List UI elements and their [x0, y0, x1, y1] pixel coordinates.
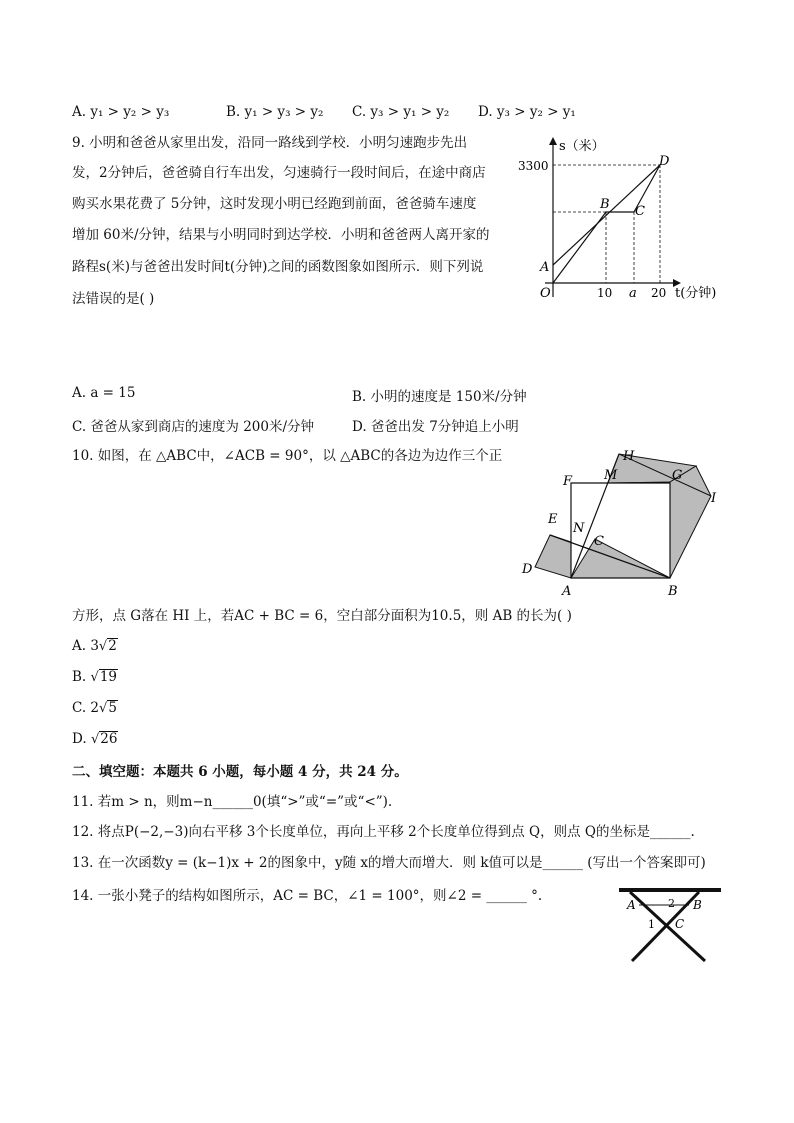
q10-squares-figure [515, 445, 730, 605]
label-i: I [711, 491, 717, 506]
q10-option-b: B. √19 [72, 669, 117, 685]
q9-line: 法错误的是( ) [72, 291, 155, 307]
q12-text: 12. 将点P(−2,−3)向右平移 3个长度单位，再向上平移 2个长度单位得到点 Q，则点 Q的坐标是______. [72, 824, 695, 840]
q10-option-c: C. 2√5 [72, 700, 117, 716]
q9-option-c: C. 爸爸从家到商店的速度为 200米/分钟 [72, 419, 315, 435]
x-tick-20: 20 [651, 286, 667, 300]
label-c: C [675, 917, 685, 931]
radicand: 19 [99, 669, 117, 685]
option-prefix: B. [72, 669, 91, 685]
q14-text: 14. 一张小凳子的结构如图所示，AC = BC，∠1 = 100°，则∠2 = ______ °. [72, 888, 543, 904]
label-angle-2: 2 [668, 897, 675, 910]
q9-line: 发，2分钟后，爸爸骑自行车出发，匀速骑行一段时间后，在途中商店 [72, 165, 486, 181]
q9-line: 增加 60米/分钟，结果与小明同时到达学校．小明和爸爸两人离开家的 [72, 227, 490, 243]
q9-option-b: B. 小明的速度是 150米/分钟 [352, 389, 527, 405]
label-e: E [548, 512, 558, 527]
q9-function-graph [515, 135, 730, 305]
label-a: A [627, 898, 636, 912]
q8-option-b: B. y₁ > y₃ > y₂ [226, 104, 324, 120]
dad-line [553, 165, 660, 283]
q9-option-d: D. 爸爸出发 7分钟追上小明 [352, 419, 519, 435]
label-a: A [562, 584, 572, 599]
label-n: N [573, 521, 585, 536]
section-2-title: 二、填空题：本题共 6 小题，每小题 4 分，共 24 分。 [72, 764, 408, 780]
label-b: B [693, 898, 702, 912]
option-prefix: D. [72, 731, 91, 747]
point-b-label: B [600, 197, 610, 212]
label-m: M [604, 468, 618, 483]
label-d: D [522, 562, 533, 577]
label-h: H [623, 449, 635, 464]
label-c: C [594, 534, 604, 549]
q9-line: 购买水果花费了 5分钟，这时发现小明已经跑到前面，爸爸骑车速度 [72, 196, 477, 212]
label-g: G [672, 468, 683, 483]
y-axis-arrow-icon [549, 137, 557, 145]
shaded-small-square [535, 535, 571, 578]
label-angle-1: 1 [648, 918, 655, 931]
label-f: F [563, 474, 573, 489]
x-axis-label: t(分钟) [675, 286, 717, 301]
q13-text: 13. 在一次函数y = (k−1)x + 2的图象中，y随 x的增大而增大．则 k值可以是______ (写出一个答案即可) [72, 855, 706, 871]
radicand: 5 [108, 700, 117, 716]
origin-label: O [540, 286, 551, 301]
y-axis-label: s（米） [559, 139, 605, 154]
q8-option-a: A. y₁ > y₂ > y₃ [72, 104, 170, 120]
radicand: 2 [108, 638, 117, 654]
q9-line: 路程s(米)与爸爸出发时间t(分钟)之间的函数图象如图所示．则下列说 [72, 259, 484, 275]
q8-option-c: C. y₃ > y₁ > y₂ [352, 104, 450, 120]
q10-line2: 方形，点 G落在 HI 上，若AC + BC = 6，空白部分面积为10.5，则 AB 的长为( ) [72, 608, 572, 624]
point-a-label: A [540, 260, 550, 275]
point-c-label: C [635, 204, 645, 219]
label-b: B [668, 584, 678, 599]
option-prefix: C. 2 [72, 700, 100, 716]
q9-option-a: A. a = 15 [72, 385, 136, 401]
radicand: 26 [100, 731, 118, 747]
q10-option-d: D. √26 [72, 731, 118, 747]
q9-line: 9. 小明和爸爸从家里出发，沿同一路线到学校．小明匀速跑步先出 [72, 135, 468, 151]
q8-option-d: D. y₃ > y₂ > y₁ [478, 104, 576, 120]
x-tick-a: a [629, 286, 637, 301]
q14-stool-figure [615, 885, 725, 967]
option-prefix: A. 3 [72, 638, 99, 654]
q10-line1: 10. 如图，在 △ABC中，∠ACB = 90°，以 △ABC的各边为边作三个正 [72, 448, 503, 464]
q11-text: 11. 若m > n，则m−n______0(填“>”或“=”或“<”). [72, 794, 393, 810]
y-tick-3300: 3300 [518, 159, 549, 173]
q10-option-a: A. 3√2 [72, 638, 117, 654]
x-tick-10: 10 [597, 286, 613, 300]
point-d-label: D [659, 154, 670, 169]
